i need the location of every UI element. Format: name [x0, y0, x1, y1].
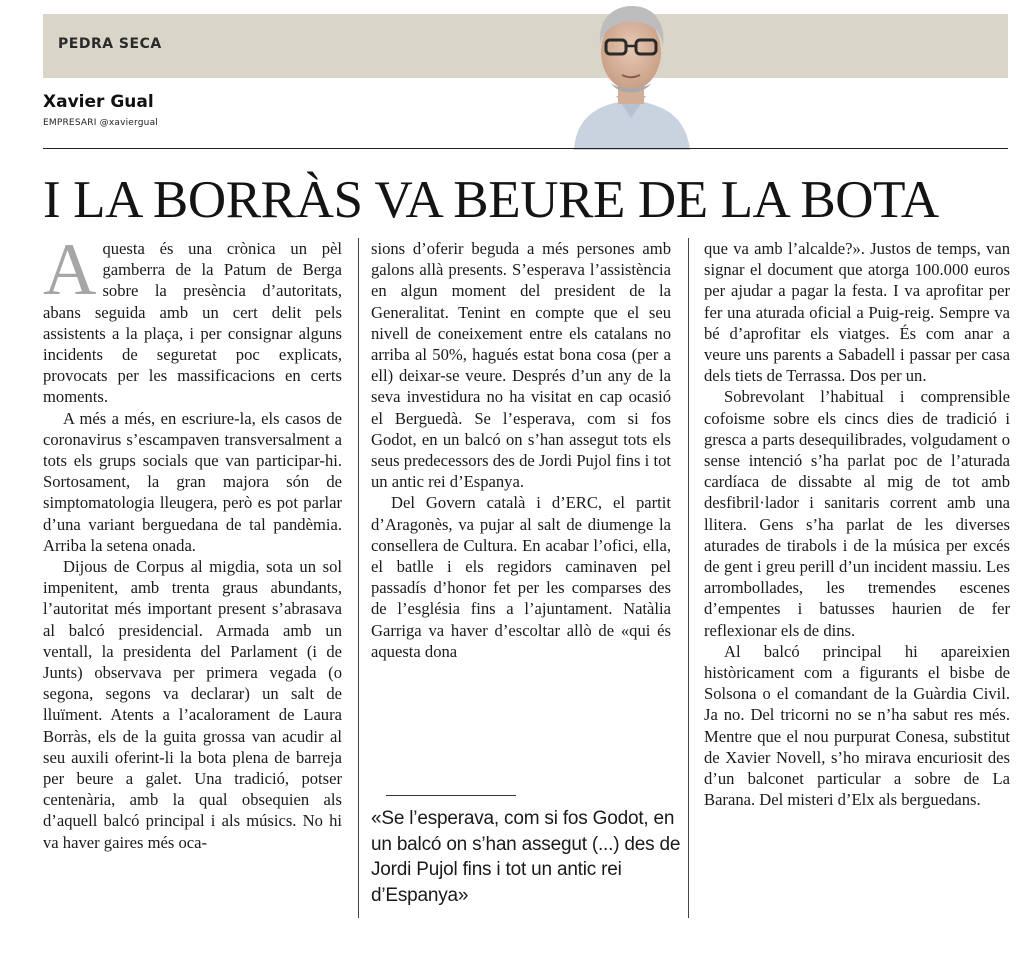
- pullquote-divider: [386, 795, 516, 796]
- column-divider: [358, 238, 359, 918]
- article-column-1: [43, 229, 342, 853]
- drop-cap: A: [43, 229, 97, 311]
- paragraph: que va amb l’alcalde?». Justos de temps, van signar el document que atorga 100.000 euros per ajudar a pagar la festa. I va aprofitar per fer una aturada oficial a Puig-reig. Sempre va bé d’aprofitar els viatges. És com anar a veure uns parents a Sabadell i passar per casa dels tiets de Terrassa. Dos per un.: [704, 239, 1010, 386]
- author-photo: [566, 0, 696, 150]
- paragraph: Al balcó principal hi apareixien històricament com a figurants el bisbe de Solsona o el comandant de la Guàrdia Civil. Ja no. Del tricorni no se n’ha sabut res més. Mentre que el nou purpurat Conesa, substitut de Xavier Novell, s’ho mirava encuriosit des d’un balconet particular a sobre de La Barana. Del misteri d’Elx als berguedans.: [704, 641, 1010, 810]
- paragraph: Sobrevolant l’habitual i comprensible cofoisme sobre els cincs dies de tradició i gresca a parts desequilibrades, volgudament o sense intenció s’ha parlat poc de l’aturada cardíaca de dissabte al mig de tot amb desfibril·lador i sanitaris corrent amb una llitera. Gens s’ha parlat de les diverses aturades de tirabols i de la música per excés de gent i greu perill d’un incident massiu. Les arrombollades, les tremendes escenes d’empentes i batusses haurien de fer reflexionar els de dins.: [704, 387, 1010, 640]
- section-band: [43, 14, 1008, 78]
- pullquote: «Se l’esperava, com si fos Godot, en un balcó on s’han assegut (...) des de Jordi Pujol fins i tot un antic rei d’Espanya»: [371, 808, 681, 906]
- article-column-3: [704, 238, 1010, 810]
- article-headline: I LA BORRÀS VA BEURE DE LA BOTA: [43, 171, 939, 229]
- paragraph: Del Govern català i d’ERC, el partit d’Aragonès, va pujar al salt de diumenge la consellera de Cultura. En acabar l’ofici, ella, el batlle i els regidors caminaven pel passadís d’honor fet per les comparses des de l’església fins a l’ajuntament. Natàlia Garriga va haver d’escoltar allò de «qui és aquesta dona: [371, 493, 671, 661]
- column-divider: [688, 238, 689, 918]
- author-role: EMPRESARI @xaviergual: [43, 118, 159, 128]
- paragraph: sions d’oferir beguda a més persones amb galons allà presents. S’esperava l’assistència en algun moment del president de la Generalitat. Tenint en compte que el seu nivell de coneixement entre els catalans no arriba al 50%, hagués estat bona cosa (per a ell) deixar-se veure. Després d’un any de la seva investidura no ha visitat en cap ocasió el Berguedà. Se l’esperava, com si fos Godot, en un balcó on s’han assegut tots els seus predecessors des de Jordi Pujol fins i tot un antic rei d’Espanya.: [371, 239, 671, 492]
- header-divider: [43, 148, 1008, 149]
- paragraph: questa és una crònica un pèl gamberra de la Patum de Berga sobre la presència d’autoritats, abans seguida amb un cert delit pels assistents a la plaça, i per consignar alguns incidents de seguretat poc explicats, provocats per les massificacions en certs moments.: [43, 239, 342, 407]
- section-label: PEDRA SECA: [58, 36, 162, 52]
- article-column-2: [371, 238, 671, 662]
- paragraph: A més a més, en escriure-la, els casos de coronavirus s’escampaven transversalment a tots els grups socials que van participar-hi. Sortosament, la gran majora són de simptomatologia lleugera, però es pot parlar d’una variant berguedana de tal pandèmia. Arriba la setena onada.: [43, 408, 342, 555]
- paragraph: Dijous de Corpus al migdia, sota un sol impenitent, amb trenta graus abundants, l’autoritat més important present s’abrasava al balcó presidencial. Armada amb un ventall, la presidenta del Parlament (i de Junts) observava per primera vegada (o segona, segons va declarar) un salt de lluïment. Atents a l’acalorament de Laura Borràs, els de la guita grossa van acudir al seu auxili oferint-li la bota plena de barreja per beure a galet. Una tradició, potser centenària, amb la qual obsequien als d’aquell balcó principal i als músics. No hi va haver gaires més oca-: [43, 557, 342, 852]
- author-name: Xavier Gual: [43, 92, 154, 112]
